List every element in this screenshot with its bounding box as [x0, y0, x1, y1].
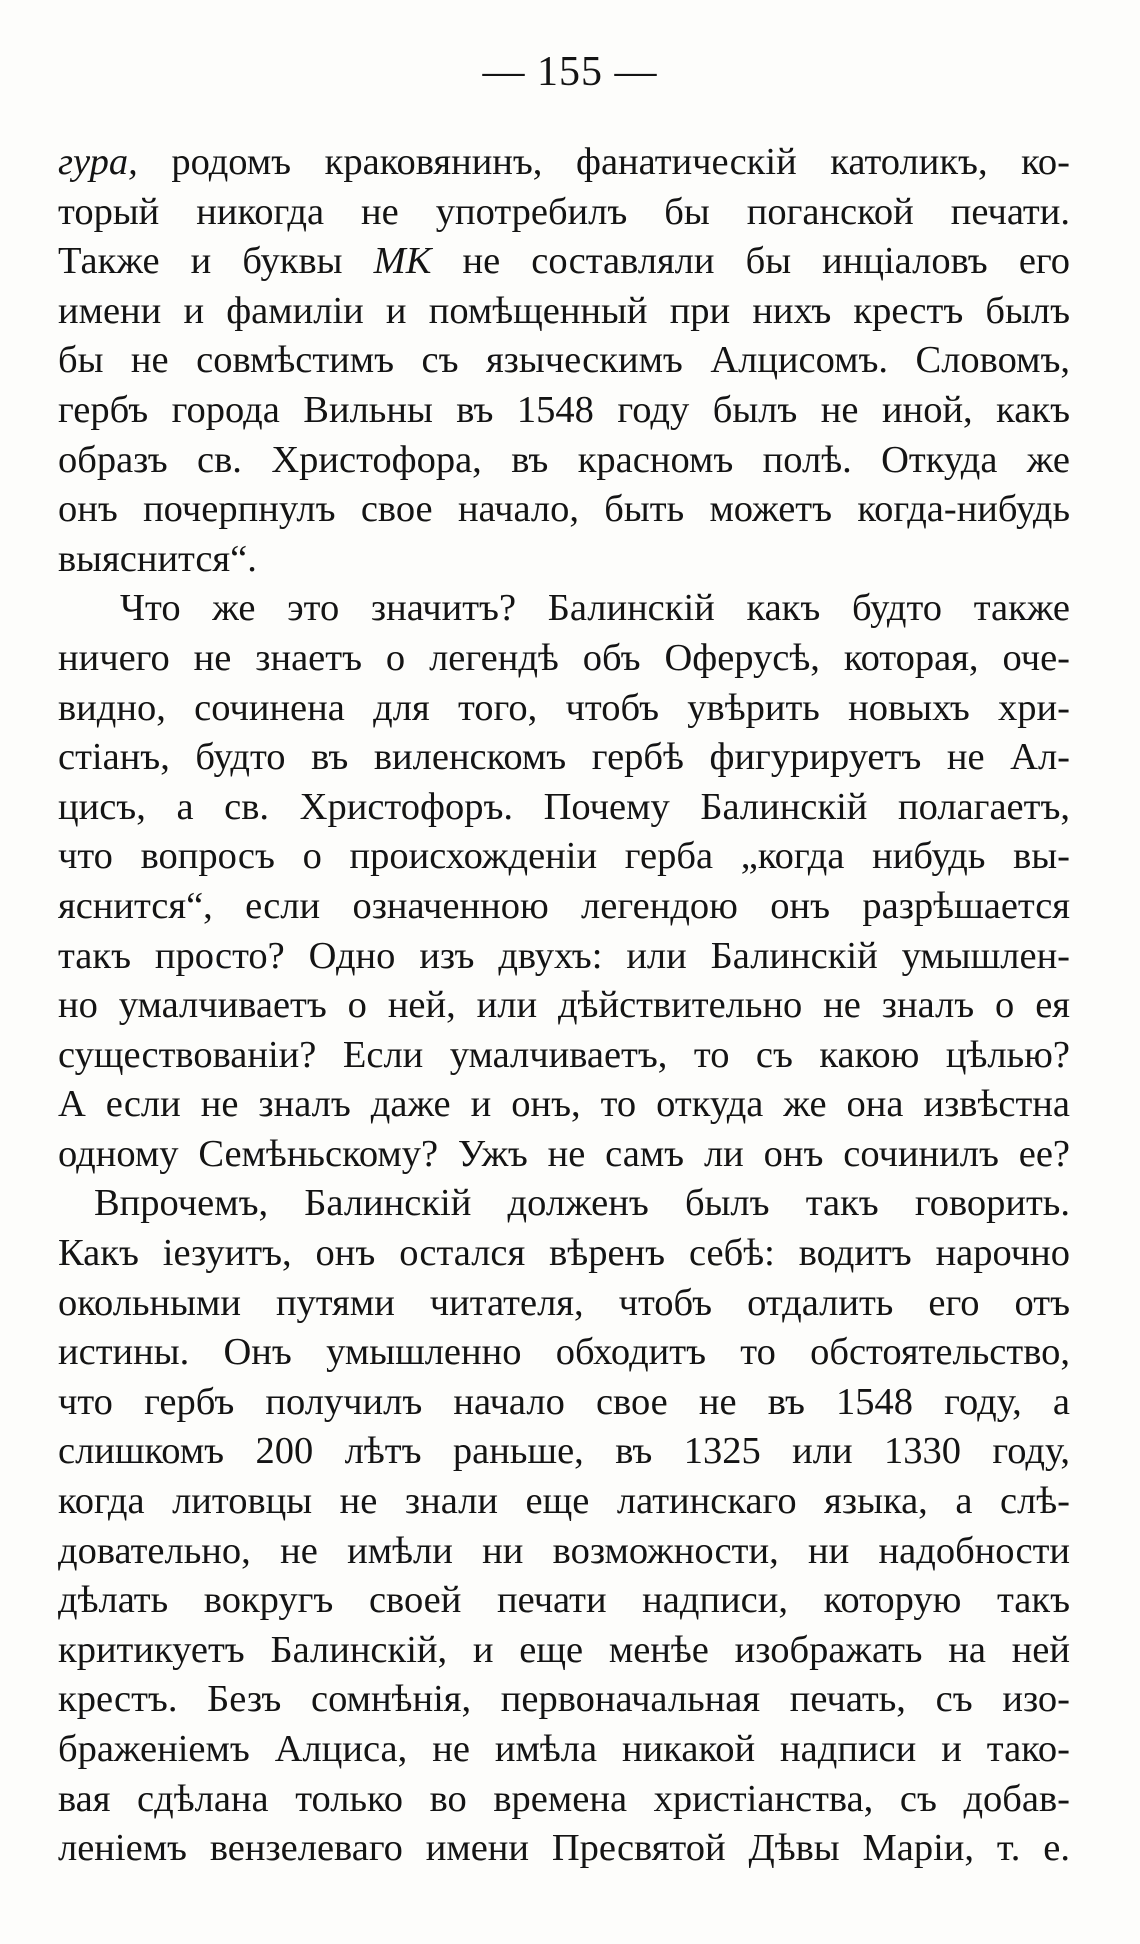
text-line: крестъ. Безъ сомнѣнія, первоначальная печать, съ изо-: [58, 1678, 1070, 1721]
text-line: цисъ, а св. Христофоръ. Почему Балинскій полагаетъ,: [58, 785, 1070, 828]
text-line: имени и фамиліи и помѣщенный при нихъ крестъ былъ: [58, 289, 1070, 332]
text-line: существованіи? Если умалчиваетъ, то съ какою цѣлью?: [58, 1033, 1070, 1076]
text-line: слишкомъ 200 лѣтъ раньше, въ 1325 или 1330 году,: [58, 1430, 1070, 1473]
text-line: леніемъ вензелеваго имени Пресвятой Дѣвы Маріи, т. е.: [58, 1827, 1070, 1870]
text-line: торый никогда не употребилъ бы поганской печати.: [58, 190, 1070, 233]
text-line: что гербъ получилъ начало свое не въ 1548 году, а: [58, 1380, 1070, 1423]
text-line: дѣлать вокругъ своей печати надписи, которую такъ: [58, 1579, 1070, 1622]
text-line: одному Семѣньскому? Ужъ не самъ ли онъ сочинилъ ее?: [58, 1132, 1070, 1175]
italic-initials: MK: [373, 240, 432, 283]
line-text: Также и буквы: [58, 240, 374, 283]
text-line: выяснится“.: [58, 537, 257, 580]
text-line: когда литовцы не знали еще латинскаго языка, а слѣ-: [58, 1480, 1070, 1523]
text-line: такъ просто? Одно изъ двухъ: или Балинскій умышлен-: [58, 934, 1070, 977]
text-line: но умалчиваетъ о ней, или дѣйствительно не зналъ о ея: [58, 984, 1070, 1027]
text-line: ничего не знаетъ о легендѣ объ Оферусѣ, которая, оче-: [58, 636, 1070, 679]
text-line: что вопросъ о происхожденіи герба „когда нибудь вы-: [58, 835, 1070, 878]
text-line: бы не совмѣстимъ съ языческимъ Алцисомъ. Словомъ,: [58, 339, 1070, 382]
text-line: истины. Онъ умышленно обходитъ то обстоятельство,: [58, 1331, 1070, 1374]
page-text: [58, 138, 1070, 1874]
text-line: [58, 237, 1070, 287]
text-line: образъ св. Христофора, въ красномъ полѣ. Откуда же: [58, 438, 1070, 481]
text-line: стіанъ, будто въ виленскомъ гербѣ фигурируетъ не Ал-: [58, 736, 1070, 779]
text-line: А если не зналъ даже и онъ, то откуда же она извѣстна: [58, 1083, 1070, 1126]
text-line: онъ почерпнулъ свое начало, быть можетъ когда-нибудь: [58, 488, 1070, 531]
text-line: критикуетъ Балинскій, и еще менѣе изображать на ней: [58, 1628, 1070, 1671]
text-line: Впрочемъ, Балинскій долженъ былъ такъ говорить.: [94, 1182, 1070, 1225]
text-line: [58, 138, 1070, 188]
page-number: — 155 —: [482, 49, 658, 95]
text-line: Какъ іезуитъ, онъ остался вѣренъ себѣ: водитъ нарочно: [58, 1232, 1070, 1275]
text-line: браженіемъ Алциса, не имѣла никакой надписи и тако-: [58, 1728, 1070, 1770]
text-line: Что же это значитъ? Балинскій какъ будто также: [120, 587, 1070, 630]
italic-word: гура,: [58, 141, 138, 183]
line-text: родомъ краковянинъ, фанатическій католикъ, ко-: [137, 141, 1070, 183]
text-line: видно, сочинена для того, чтобъ увѣрить новыхъ хри-: [58, 686, 1070, 729]
line-text: не составляли бы инціаловъ его: [431, 240, 1070, 283]
text-line: яснится“, если означенною легендою онъ разрѣшается: [58, 884, 1070, 927]
text-line: вая сдѣлана только во времена христіанства, съ добав-: [58, 1777, 1070, 1820]
text-line: гербъ города Вильны въ 1548 году былъ не иной, какъ: [58, 388, 1070, 431]
text-line: довательно, не имѣли ни возможности, ни надобности: [58, 1529, 1070, 1572]
text-line: окольными путями читателя, чтобъ отдалить его отъ: [58, 1281, 1070, 1324]
